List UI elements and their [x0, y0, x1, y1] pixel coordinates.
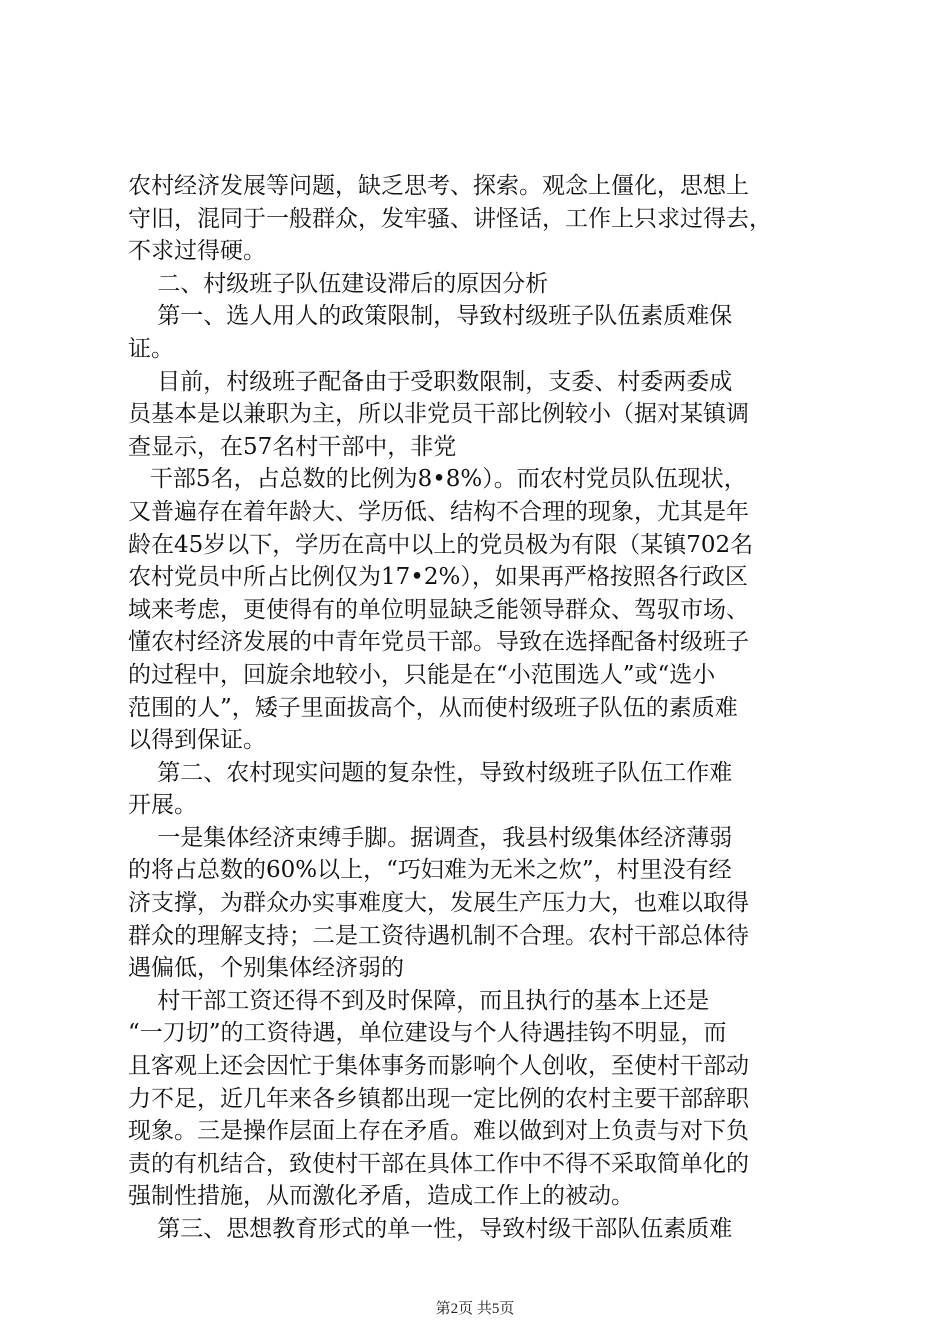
- text-line: 村干部工资还得不到及时保障，而且执行的基本上还是: [128, 987, 710, 1014]
- text-line: 又普遍存在着年龄大、学历低、结构不合理的现象，尤其是年: [128, 498, 749, 525]
- text-line: 龄在45岁以下，学历在高中以上的党员极为有限（某镇702名: [128, 531, 754, 558]
- text-line: 目前，村级班子配备由于受职数限制，支委、村委两委成: [128, 368, 733, 395]
- text-line: 第一、选人用人的政策限制，导致村级班子队伍素质难保: [128, 303, 733, 330]
- text-line: “一刀切”的工资待遇，单位建设与个人待遇挂钩不明显，而: [128, 1020, 727, 1047]
- text-line: 以得到保证。: [128, 727, 266, 754]
- text-line: 现象。三是操作层面上存在矛盾。难以做到对上负责与对下负: [128, 1118, 749, 1145]
- text-line: 且客观上还会因忙于集体事务而影响个人创收，至使村干部动: [128, 1053, 749, 1080]
- text-line: 力不足，近几年来各乡镇都出现一定比例的农村主要干部辞职: [128, 1085, 749, 1112]
- text-line: 责的有机结合，致使村干部在具体工作中不得不采取简单化的: [128, 1150, 749, 1177]
- document-body: [128, 170, 833, 1246]
- text-line: 强制性措施，从而激化矛盾，造成工作上的被动。: [128, 1183, 634, 1210]
- text-line: 开展。: [128, 792, 197, 819]
- text-line: 遇偏低，个别集体经济弱的: [128, 955, 404, 982]
- text-line: 济支撑，为群众办实事难度大，发展生产压力大，也难以取得: [128, 890, 749, 917]
- text-line: 域来考虑，更使得有的单位明显缺乏能领导群众、驾驭市场、: [128, 596, 749, 623]
- text-line: 第二、农村现实问题的复杂性，导致村级班子队伍工作难: [128, 759, 733, 786]
- text-line: 二、村级班子队伍建设滞后的原因分析: [128, 270, 549, 297]
- text-line: 群众的理解支持；二是工资待遇机制不合理。农村干部总体待: [128, 922, 749, 949]
- text-line: 第三、思想教育形式的单一性，导致村级干部队伍素质难: [128, 1216, 733, 1242]
- text-line: 农村党员中所占比例仅为17•2%），如果再严格按照各行政区: [128, 564, 748, 591]
- text-line: 的将占总数的60%以上，“巧妇难为无米之炊”，村里没有经: [128, 857, 732, 884]
- text-line: 证。: [128, 335, 174, 362]
- text-line: 查显示，在57名村干部中，非党: [128, 433, 457, 460]
- text-line: 懂农村经济发展的中青年党员干部。导致在选择配备村级班子: [128, 629, 749, 656]
- text-line: 范围的人”，矮子里面拔高个，从而使村级班子队伍的素质难: [128, 694, 738, 721]
- text-line: 干部5名，占总数的比例为8•8%）。而农村党员队伍现状，: [128, 466, 747, 493]
- text-line: 不求过得硬。: [128, 238, 266, 265]
- text-line: 守旧，混同于一般群众，发牢骚、讲怪话，工作上只求过得去，: [128, 205, 772, 232]
- text-line: 员基本是以兼职为主，所以非党员干部比例较小（据对某镇调: [128, 401, 749, 428]
- page-footer: 第2页 共5页: [435, 1301, 515, 1317]
- text-line: 的过程中，回旋余地较小，只能是在“小范围选人”或“选小: [128, 661, 716, 688]
- text-line: 农村经济发展等问题，缺乏思考、探索。观念上僵化，思想上: [128, 173, 749, 199]
- text-line: 一是集体经济束缚手脚。据调查，我县村级集体经济薄弱: [128, 824, 733, 851]
